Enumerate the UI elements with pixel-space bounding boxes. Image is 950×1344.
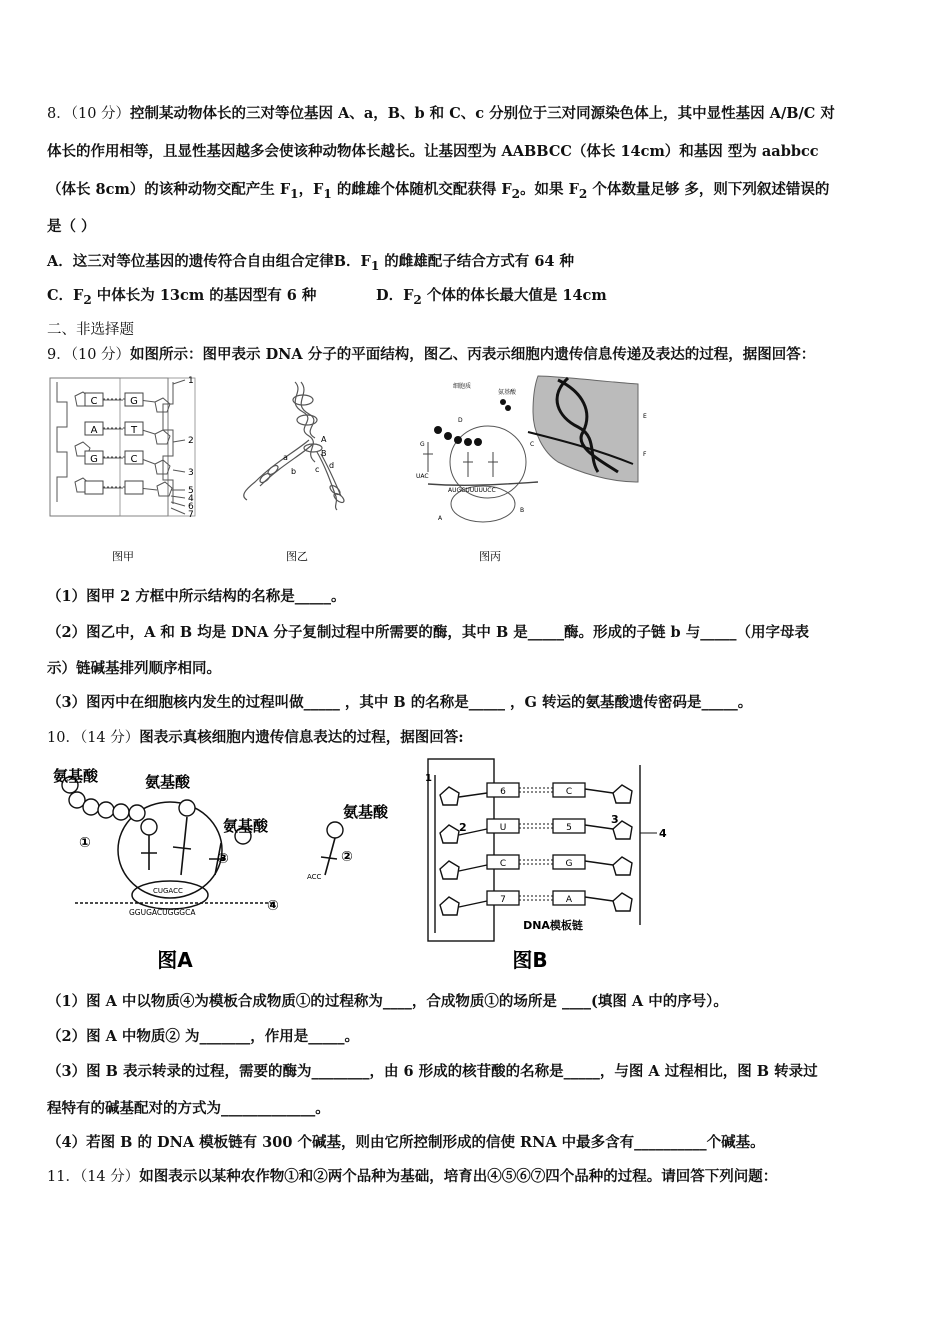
bing-label-cytoplasm: 细胞质 <box>453 383 472 390</box>
bing-label-mrna: AUGCUUUUUCC <box>448 487 496 494</box>
q10-part3b: 程特有的碱基配对的方式为_____________。 <box>47 1100 330 1117</box>
figa-codon: CUGACC <box>153 887 183 895</box>
q8-line2: 体长的作用相等，且显性基因越多会使该种动物体长越长。让基因型为 AABBCC（体长 14cm）和基因 型为 aabbcc <box>47 143 819 160</box>
bing-label-aa: 氨基酸 <box>498 389 517 396</box>
figb-left-3: C <box>499 859 507 869</box>
bing-label-A: A <box>438 515 443 522</box>
yi-label-B: B <box>321 449 327 458</box>
section-title: 二、非选择题 <box>47 322 134 338</box>
figb-mark-2: 2 <box>459 821 467 834</box>
jia-box-left-4 <box>85 481 103 494</box>
q9-part2b: 示）链碱基排列顺序相同。 <box>47 660 221 677</box>
fig-b-caption: 图B <box>512 948 548 972</box>
jia-base-right-1: G <box>130 396 138 407</box>
jia-label-4: 4 <box>188 494 194 504</box>
fig-yi-caption: 图乙 <box>286 550 308 563</box>
figb-right-2: 5 <box>566 823 572 833</box>
jia-label-6: 6 <box>188 502 194 512</box>
bing-label-D: D <box>458 417 463 424</box>
q9-part1: （1）图甲 2 方框中所示结构的名称是_____。 <box>47 588 346 605</box>
q11-stem: 11．（14 分）如图表示以某种农作物①和②两个品种为基础，培育出④⑤⑥⑦四个品种的过程。请回答下列问题： <box>47 1168 778 1185</box>
jia-box-right-4 <box>125 481 143 494</box>
fig-a-caption: 图A <box>157 948 193 972</box>
figure-jia <box>45 372 205 572</box>
jia-label-5: 5 <box>188 486 194 496</box>
figa-aa-4: 氨基酸 <box>343 803 389 821</box>
jia-base-left-1: C <box>90 396 98 407</box>
figa-mrna: GGUGACUGGGCA <box>129 908 196 917</box>
yi-label-d: d <box>329 461 335 470</box>
figure-b <box>425 755 675 980</box>
bing-label-UAC: UAC <box>416 473 429 480</box>
figb-right-1: C <box>565 787 573 797</box>
figb-left-4: 7 <box>500 895 506 905</box>
q9-stem: 9．（10 分）如图所示：图甲表示 DNA 分子的平面结构，图乙、丙表示细胞内遗传信息传递及表达的过程，据图回答： <box>47 346 816 363</box>
jia-label-3: 3 <box>188 468 194 478</box>
figa-aa-1: 氨基酸 <box>53 767 99 785</box>
jia-base-left-2: A <box>90 425 98 436</box>
bing-label-C: C <box>530 441 535 448</box>
figb-caption: DNA模板链 <box>523 919 583 932</box>
jia-base-left-3: G <box>90 454 98 465</box>
figb-mark-3: 3 <box>611 813 619 826</box>
q8-line4: 是（ ） <box>47 218 96 235</box>
figure-bing <box>408 372 658 572</box>
q8-options-ab: A．这三对等位基因的遗传符合自由组合定律B．$F_1$ 的雌雄配子结合方式有 64 种 <box>47 253 575 273</box>
q8-line1: 8．（10 分）控制某动物体长的三对等位基因 A、a，B、b 和 C、c 分别位于三对同源染色体上，其中显性基因 A/B/C 对 <box>47 105 835 122</box>
yi-label-a: a <box>283 453 288 462</box>
q10-part3: （3）图 B 表示转录的过程，需要的酶为________，由 6 形成的核苷酸的名称是_____，与图 A 过程相比，图 B 转录过 <box>47 1063 818 1080</box>
q10-part2: （2）图 A 中物质② 为_______，作用是_____。 <box>47 1028 359 1045</box>
jia-label-2: 2 <box>188 436 194 446</box>
fig-bing-caption: 图丙 <box>479 550 501 563</box>
figure-a <box>45 755 425 980</box>
jia-base-right-2: T <box>130 425 138 436</box>
figb-mark-4: 4 <box>659 827 667 840</box>
bing-label-B: B <box>520 507 525 514</box>
figb-left-1: 6 <box>500 787 506 797</box>
yi-label-c: c <box>315 465 320 474</box>
q9-part3: （3）图丙中在细胞核内发生的过程叫做_____ ，其中 B 的名称是_____ ，G 转运的氨基酸遗传密码是_____。 <box>47 694 753 711</box>
figb-right-3: G <box>565 859 573 869</box>
figa-mark-2b: ② <box>341 849 353 865</box>
q10-part4: （4）若图 B 的 DNA 模板链有 300 个碱基，则由它所控制形成的信使 RNA 中最多含有__________个碱基。 <box>47 1134 765 1151</box>
bing-label-F: F <box>643 451 647 458</box>
yi-label-A: A <box>321 435 327 444</box>
figb-left-2: U <box>499 823 507 833</box>
figa-aa-3: 氨基酸 <box>223 817 269 835</box>
figa-mark-3: ③ <box>217 851 229 867</box>
figa-aa-2: 氨基酸 <box>145 773 191 791</box>
jia-label-1: 1 <box>188 376 194 386</box>
figa-mark-4: ④ <box>267 898 279 914</box>
bing-label-G: G <box>420 441 425 448</box>
figb-mark-1: 1 <box>425 773 432 784</box>
q10-part1: （1）图 A 中以物质④为模板合成物质①的过程称为____，合成物质①的场所是 ____(填图 A 中的序号）。 <box>47 993 728 1010</box>
figa-mark-1: ① <box>79 835 91 851</box>
q8-option-d: D．$F_2$ 个体的体长最大值是 14cm <box>376 287 607 307</box>
figure-yi <box>225 372 375 572</box>
jia-label-7: 7 <box>188 510 194 520</box>
fig-jia-caption: 图甲 <box>112 550 134 563</box>
figb-right-4: A <box>565 895 573 905</box>
figa-anticodon: ACC <box>307 873 322 881</box>
yi-label-b: b <box>291 467 297 476</box>
jia-base-right-3: C <box>130 454 138 465</box>
q9-part2: （2）图乙中，A 和 B 均是 DNA 分子复制过程中所需要的酶，其中 B 是_____酶。形成的子链 b 与_____（用字母表 <box>47 624 809 641</box>
q8-option-c: C．$F_2$ 中体长为 13cm 的基因型有 6 种 <box>47 287 317 307</box>
bing-label-E: E <box>643 413 647 420</box>
q10-stem: 10．（14 分）图表示真核细胞内遗传信息表达的过程，据图回答: <box>47 729 464 746</box>
q8-line3: （体长 8cm）的该种动物交配产生 $F_1$，$F_1$ 的雌雄个体随机交配获得 $F_2$。如果 $F_2$ 个体数量足够 多，则下列叙述错误的 <box>47 181 830 201</box>
